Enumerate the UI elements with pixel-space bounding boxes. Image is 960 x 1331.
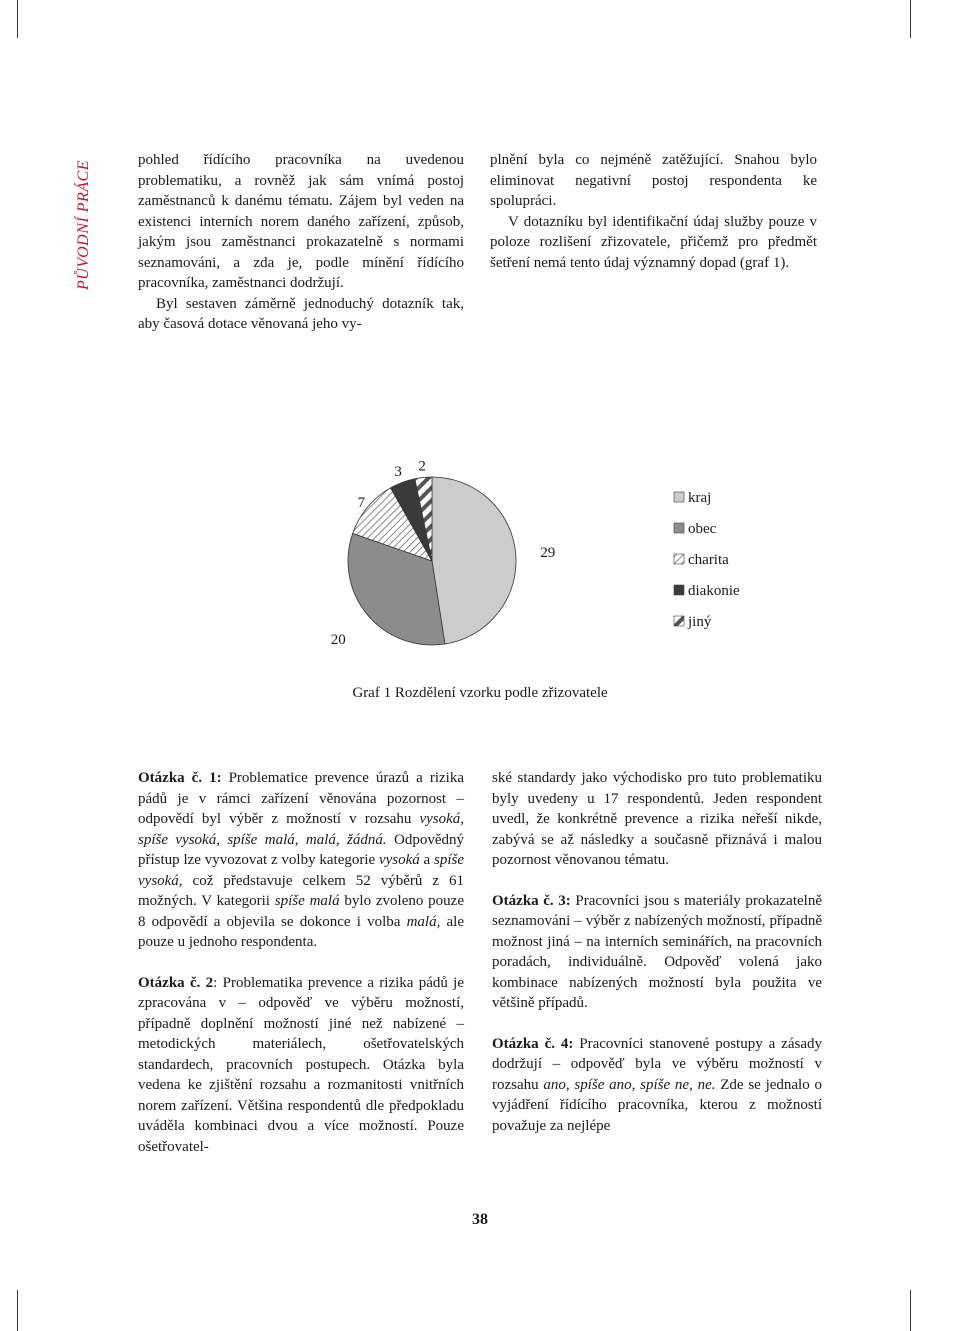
- text-run: a: [419, 852, 434, 868]
- pie-data-label: 29: [540, 545, 556, 561]
- legend-swatch: [674, 616, 684, 626]
- text-run: malá,: [406, 913, 441, 930]
- paragraph: pohled řídícího pracovníka na uvedenou problematiku, a rovněž jak sám vnímá postoj zaměstnanců k danému tématu. Zájem byl veden na existenci interních norem daného zařízení, způsob, jakým jsou zaměstnanci prokazatelně s normami seznamováni, a zda je, podle mínění řídícího pracovníka, zaměstnanci dodržují.: [138, 152, 464, 291]
- crop-mark: [17, 1290, 18, 1331]
- text-run: Odpovědný přístup lze vyvozovat z volby kategorie: [138, 831, 464, 868]
- text-run: vysoká: [378, 852, 420, 868]
- bottom-right-column: [492, 768, 822, 1136]
- text-run: spíše vysoká,: [138, 852, 464, 889]
- question-4-paragraph: [492, 1034, 822, 1137]
- legend-swatch: [674, 492, 684, 502]
- pie-data-label: 3: [394, 464, 402, 481]
- text-run: bylo zvoleno pouze 8 odpovědí a objevila se dokonce i volba: [138, 893, 464, 930]
- text-run: Pracovníci stanovené postupy a zásady dodržují – odpověď byla ve výběru možností v rozsahu: [492, 1035, 822, 1093]
- pie-data-label: 20: [330, 632, 346, 649]
- text-run: vysoká, spíše vysoká, spíše malá, malá, žádná.: [138, 811, 464, 848]
- text-run: Pracovníci jsou s materiály prokazatelně seznamováni – výběr z nabízených možností, případně možnost jiná – na interních seminářích, na pracovních poradách, individuálně. Odpověď volená jako kombinace nabízených možností byla použita ve většině případů.: [492, 892, 822, 1011]
- page-number: 38: [472, 1211, 488, 1228]
- legend-label: jiný: [688, 614, 712, 630]
- legend-label: obec: [688, 521, 717, 537]
- paragraph: plnění byla co nejméně zatěžující. Snahou bylo eliminovat negativní postoj respondenta ke spolupráci.: [490, 152, 817, 209]
- pie-data-label: 7: [357, 495, 366, 512]
- paragraph: Byl sestaven záměrně jednoduchý dotazník tak, aby časová dotace věnovaná jeho vy-: [138, 295, 464, 332]
- question-label: Otázka č. 3:: [492, 892, 571, 909]
- paragraph: V dotazníku byl identifikační údaj služby pouze v poloze rozlišení zřizovatele, přičemž pro předmět šetření nemá tento údaj významný dopad (graf 1).: [490, 213, 817, 271]
- legend-swatch: [674, 523, 684, 533]
- crop-mark: [910, 1290, 911, 1331]
- pie-data-label: 2: [418, 458, 426, 475]
- text-run: Problematice prevence úrazů a rizika pádů je v rámci zařízení věnována pozornost – odpovědí byl výběr z možností v rozsahu: [138, 770, 464, 827]
- pie-slices: [348, 477, 516, 645]
- question-3-paragraph: [492, 891, 822, 1014]
- pie-slice-kraj: [432, 477, 516, 644]
- question-label: Otázka č. 4:: [492, 1035, 574, 1052]
- text-run: spíše malá: [274, 893, 340, 909]
- paragraph: ské standardy jako východisko pro tuto problematiku byly uvedeny u 17 respondentů. Jeden respondent uvedl, že konkrétně prevence a rizika neřeší nikde, zabývá se až následky a současně přiznává i malou pozornost věnovanou tématu.: [492, 770, 822, 868]
- legend-swatch: [674, 585, 684, 595]
- question-2-paragraph: [138, 973, 464, 1158]
- question-1-paragraph: [138, 768, 464, 953]
- text-run: Zde se jednalo o vyjádření řídícího pracovníka, kterou z možností považuje za nejlépe: [492, 1076, 822, 1134]
- bottom-left-column: [138, 768, 464, 1157]
- question-label: Otázka č. 2: [138, 974, 214, 991]
- running-head-text: PŮVODNÍ PRÁCE: [75, 160, 92, 290]
- legend-label: charita: [688, 552, 729, 568]
- text-run: což představuje celkem 52 výběrů z 61 možných. V kategorii: [138, 872, 464, 909]
- text-run: : Problematika prevence a rizika pádů je zpracována v – odpověď ve výběru možností, případně doplnění možností jiné než nabízené – metodických materiálech, ošetřovatelských standardech, pracovních postupech. Otázka byla vedena ke zjištění rozsahu a rozmanitosti vnitřních norem zařízení. Většina respondentů dle předpokladu uváděla kombinaci dvou a více možností. Pouze ošetřovatel-: [138, 974, 465, 1155]
- legend-label: kraj: [688, 490, 712, 506]
- text-run: ano, spíše ano, spíše ne, ne.: [543, 1076, 716, 1093]
- legend-label: diakonie: [688, 583, 740, 599]
- text-run: ale pouze u jednoho respondenta.: [138, 913, 464, 950]
- chart-caption: Graf 1 Rozdělení vzorku podle zřizovatele: [352, 685, 608, 701]
- legend-swatch: [674, 554, 684, 564]
- chart-legend: [674, 490, 740, 630]
- question-label: Otázka č. 1:: [138, 770, 222, 786]
